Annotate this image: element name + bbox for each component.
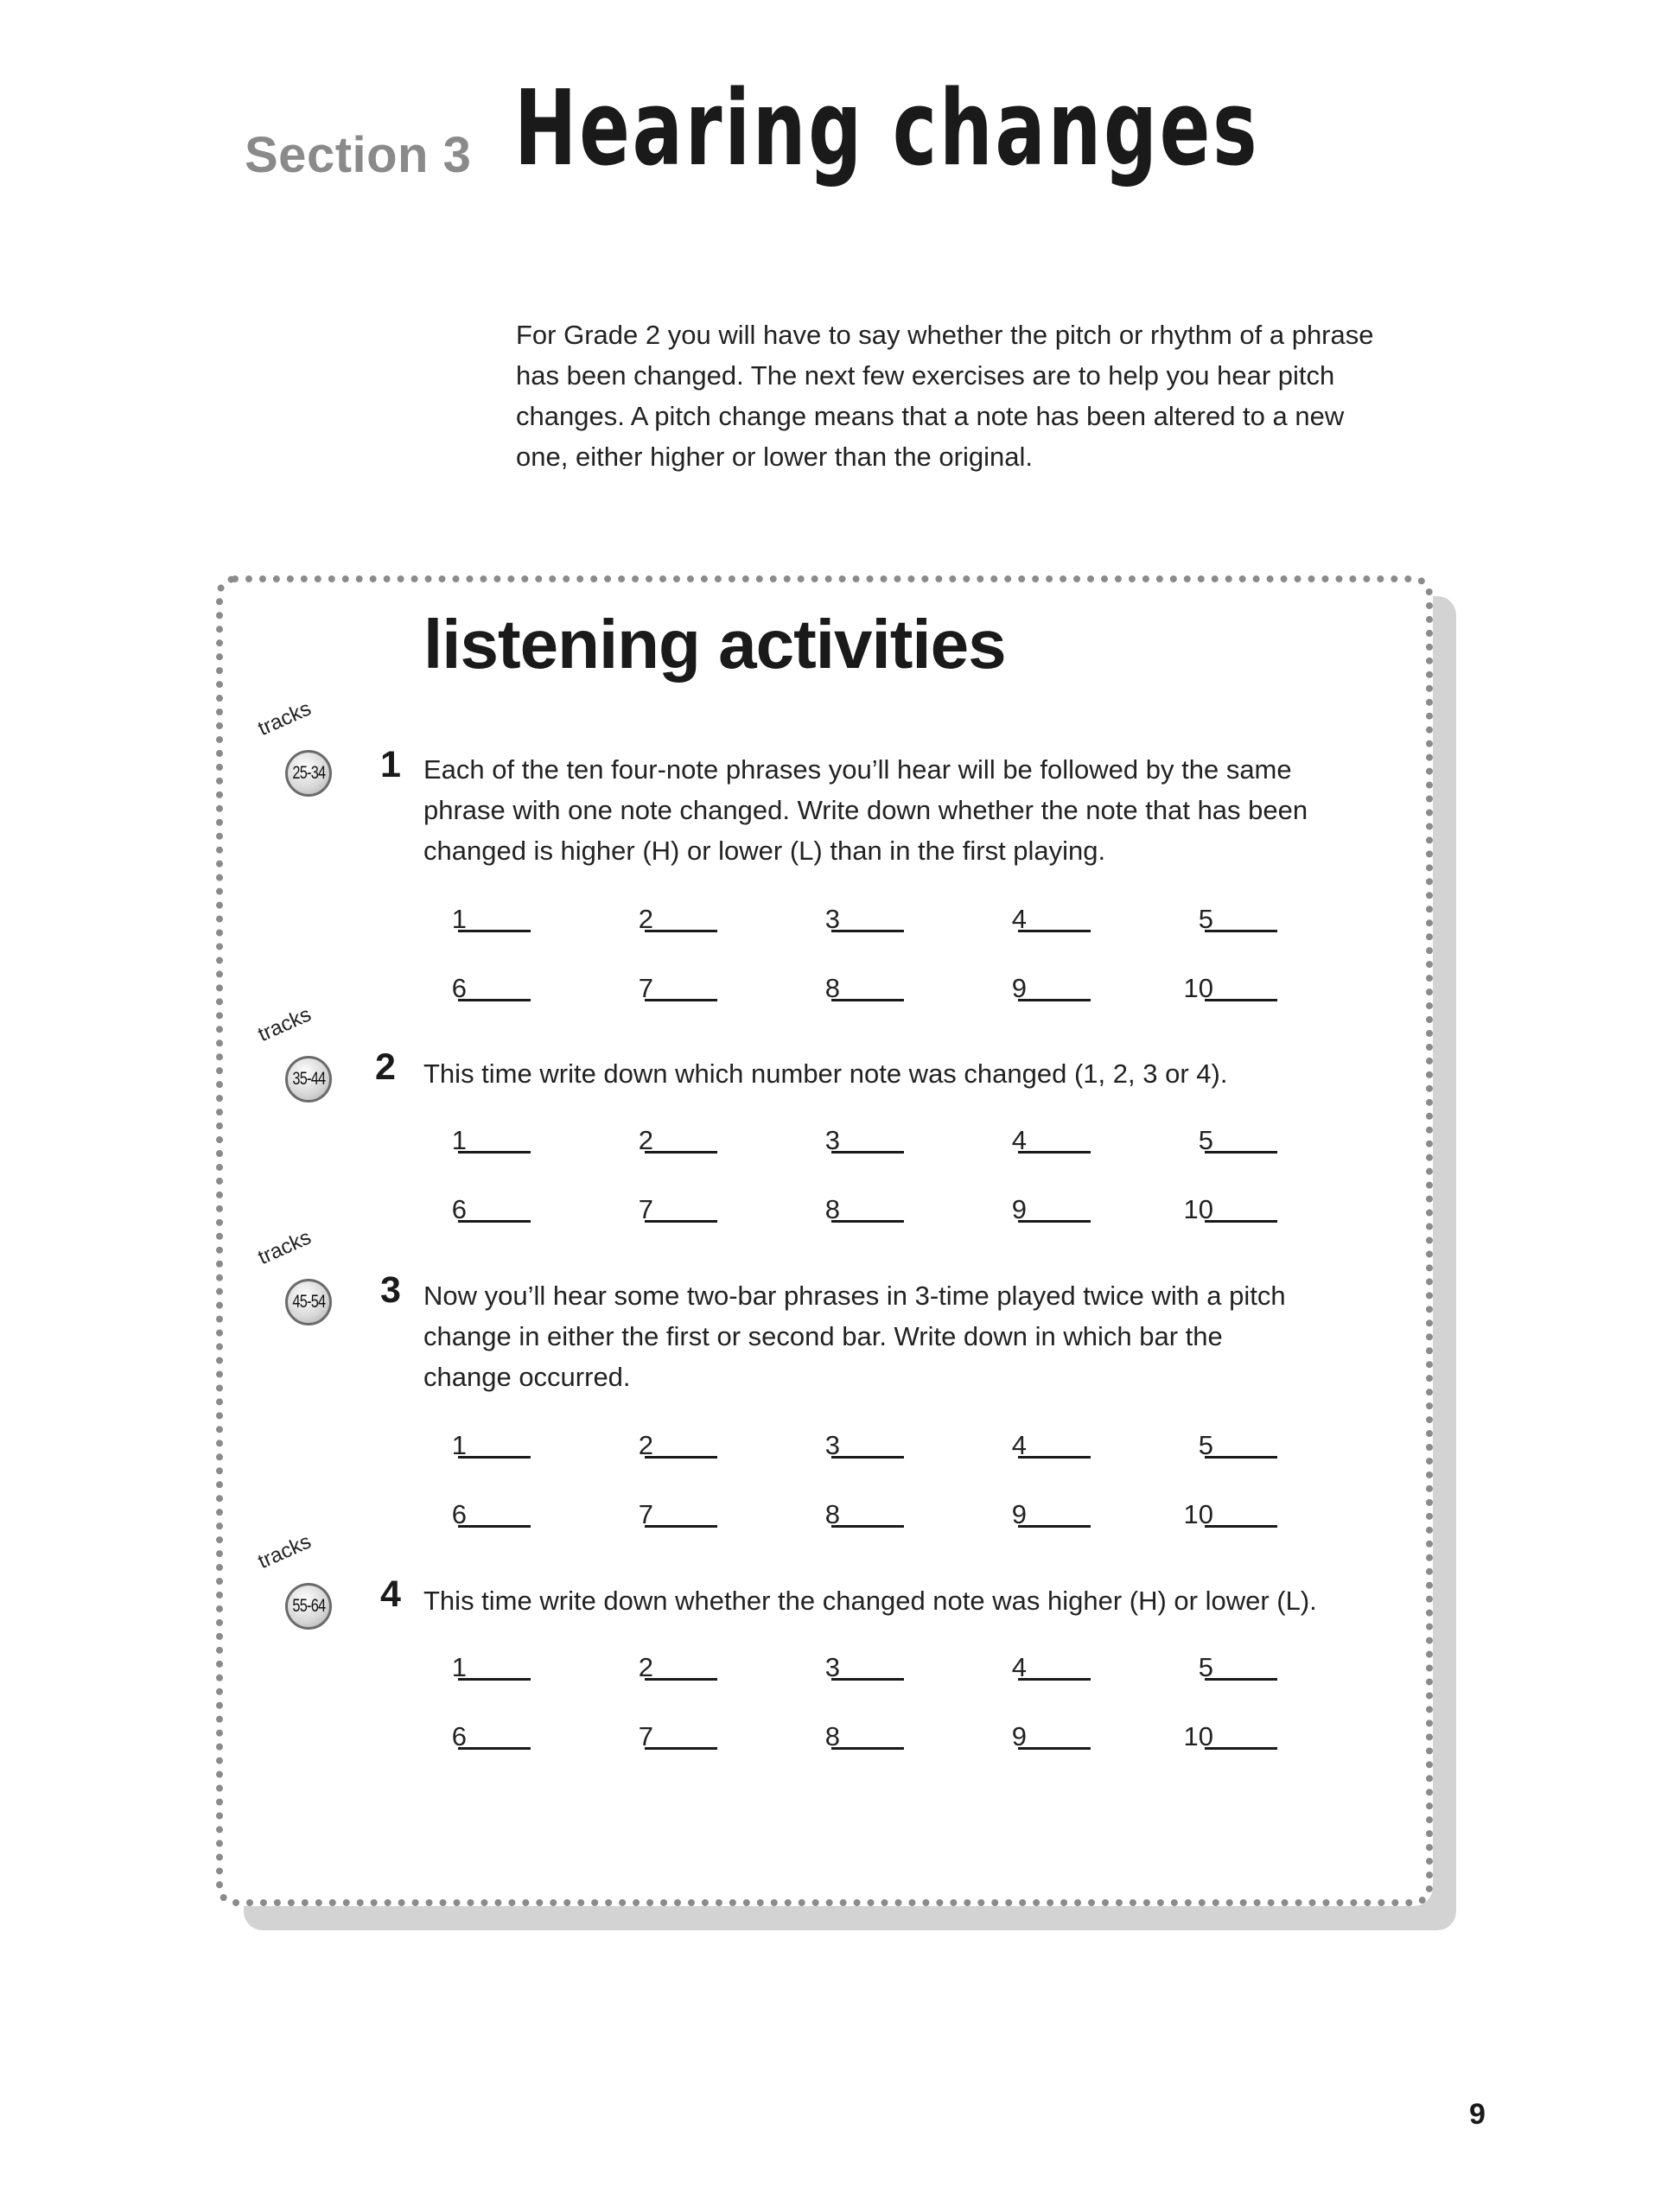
exercise-instructions	[423, 749, 1365, 871]
answer-blank[interactable]	[1205, 930, 1277, 932]
answer-number: 7	[638, 1499, 653, 1529]
answer-blank[interactable]	[831, 1747, 904, 1750]
section-label: Section 3	[245, 127, 472, 183]
cd-track-badge	[254, 696, 344, 805]
answer-row	[423, 904, 1374, 938]
cd-icon	[285, 1056, 332, 1103]
track-range: 55-64	[291, 1596, 326, 1616]
answer-number: 1	[451, 1125, 467, 1155]
tracks-label: tracks	[254, 1529, 315, 1574]
answer-item[interactable]	[797, 1125, 970, 1160]
answer-blank[interactable]	[1018, 1525, 1091, 1528]
answer-number: 9	[1011, 1194, 1027, 1224]
answer-number: 10	[1183, 1194, 1213, 1224]
exercise-number: 2	[375, 1046, 396, 1088]
answer-number: 8	[824, 1721, 840, 1751]
answer-blank[interactable]	[458, 1151, 531, 1154]
answer-item[interactable]	[610, 1652, 783, 1687]
answer-item[interactable]	[1170, 973, 1343, 1007]
answer-item[interactable]	[1170, 1430, 1343, 1465]
answer-item[interactable]	[423, 973, 596, 1007]
answer-item[interactable]	[1170, 1125, 1343, 1160]
tracks-label: tracks	[254, 1002, 315, 1047]
answer-number: 3	[824, 1652, 840, 1682]
instruction-line: This time write down whether the changed note was higher (H) or lower (L).	[423, 1586, 1317, 1616]
answer-blank[interactable]	[458, 999, 531, 1001]
answer-blank[interactable]	[1205, 1220, 1277, 1223]
answer-item[interactable]	[797, 1652, 970, 1687]
tracks-label: tracks	[254, 696, 315, 741]
instruction-line: change occurred.	[423, 1362, 631, 1392]
answer-blank[interactable]	[831, 1525, 904, 1528]
cd-track-badge	[254, 1225, 344, 1334]
answer-number: 2	[638, 904, 653, 934]
answer-item[interactable]	[610, 1125, 783, 1160]
answer-item[interactable]	[797, 904, 970, 938]
answer-item[interactable]	[610, 904, 783, 938]
answer-blank[interactable]	[1205, 1456, 1277, 1459]
answer-item[interactable]	[1170, 1499, 1343, 1534]
answer-number: 9	[1011, 1499, 1027, 1529]
answer-item[interactable]	[983, 1125, 1156, 1160]
page-number: 9	[1469, 2098, 1486, 2131]
answer-item[interactable]	[610, 1194, 783, 1229]
answer-number: 5	[1198, 1430, 1213, 1460]
answer-item[interactable]	[983, 1194, 1156, 1229]
exercise-instructions	[423, 1580, 1365, 1621]
track-range: 25-34	[291, 763, 326, 783]
answer-blank[interactable]	[645, 930, 717, 932]
answer-row	[423, 1652, 1374, 1687]
answer-number: 1	[451, 1430, 467, 1460]
answer-item[interactable]	[423, 1652, 596, 1687]
page-title: Hearing changes	[514, 69, 1260, 189]
answer-item[interactable]	[983, 904, 1156, 938]
answer-item[interactable]	[1170, 1721, 1343, 1756]
answer-blank[interactable]	[831, 999, 904, 1001]
intro-line: has been changed. The next few exercises are to help you hear pitch	[516, 360, 1335, 391]
answer-item[interactable]	[1170, 1194, 1343, 1229]
answer-blank[interactable]	[645, 999, 717, 1001]
answer-blank[interactable]	[458, 930, 531, 932]
answer-item[interactable]	[983, 973, 1156, 1007]
intro-line: one, either higher or lower than the original.	[516, 442, 1033, 472]
answer-item[interactable]	[423, 1721, 596, 1756]
answer-number: 3	[824, 1430, 840, 1460]
answer-item[interactable]	[797, 1721, 970, 1756]
answer-item[interactable]	[983, 1430, 1156, 1465]
answer-blank[interactable]	[1018, 1151, 1091, 1154]
answer-number: 4	[1011, 1125, 1027, 1155]
answer-blank[interactable]	[1018, 930, 1091, 932]
answer-blank[interactable]	[458, 1456, 531, 1459]
answer-number: 4	[1011, 904, 1027, 934]
answer-blank[interactable]	[1018, 999, 1091, 1001]
answer-number: 3	[824, 1125, 840, 1155]
answer-number: 1	[451, 904, 467, 934]
answer-blank[interactable]	[1018, 1747, 1091, 1750]
exercise-number: 4	[380, 1573, 401, 1615]
cd-track-badge	[254, 1529, 344, 1638]
answer-blank[interactable]	[458, 1525, 531, 1528]
answer-row	[423, 1499, 1374, 1534]
cd-icon	[285, 1279, 332, 1325]
answer-blank[interactable]	[458, 1220, 531, 1223]
answer-item[interactable]	[983, 1652, 1156, 1687]
answer-number: 5	[1198, 1652, 1213, 1682]
answer-blank[interactable]	[645, 1525, 717, 1528]
exercise-number: 1	[380, 744, 401, 785]
answer-blank[interactable]	[831, 1220, 904, 1223]
answer-item[interactable]	[983, 1499, 1156, 1534]
answer-blank[interactable]	[831, 1151, 904, 1154]
answer-number: 5	[1198, 1125, 1213, 1155]
answer-number: 4	[1011, 1652, 1027, 1682]
activities-title: listening activities	[423, 606, 1006, 683]
answer-blank[interactable]	[831, 930, 904, 932]
answer-number: 10	[1183, 1499, 1213, 1529]
answer-item[interactable]	[610, 1499, 783, 1534]
instruction-line: phrase with one note changed. Write down whether the note that has been	[423, 795, 1308, 825]
answer-item[interactable]	[423, 1194, 596, 1229]
answer-item[interactable]	[797, 1194, 970, 1229]
answer-blank[interactable]	[458, 1747, 531, 1750]
instruction-line: Now you’ll hear some two-bar phrases in 3-time played twice with a pitch	[423, 1281, 1286, 1311]
answer-item[interactable]	[610, 1721, 783, 1756]
track-range: 35-44	[291, 1069, 326, 1089]
intro-line: For Grade 2 you will have to say whether the pitch or rhythm of a phrase	[516, 320, 1374, 350]
answer-blank[interactable]	[458, 1678, 531, 1681]
answer-blank[interactable]	[831, 1456, 904, 1459]
answer-number: 2	[638, 1652, 653, 1682]
answer-item[interactable]	[610, 1430, 783, 1465]
answer-number: 6	[451, 1721, 467, 1751]
answer-item[interactable]	[1170, 1652, 1343, 1687]
answer-number: 1	[451, 1652, 467, 1682]
answer-number: 6	[451, 1194, 467, 1224]
answer-row	[423, 1194, 1374, 1229]
answer-blank[interactable]	[1018, 1220, 1091, 1223]
answer-blank[interactable]	[1205, 999, 1277, 1001]
intro-line: changes. A pitch change means that a note has been altered to a new	[516, 401, 1345, 431]
answer-number: 10	[1183, 973, 1213, 1003]
instruction-line: change in either the first or second bar. Write down in which bar the	[423, 1321, 1223, 1351]
answer-blank[interactable]	[645, 1747, 717, 1750]
answer-item[interactable]	[423, 1499, 596, 1534]
answer-item[interactable]	[1170, 904, 1343, 938]
answer-item[interactable]	[797, 973, 970, 1007]
instruction-line: This time write down which number note was changed (1, 2, 3 or 4).	[423, 1058, 1228, 1089]
answer-number: 7	[638, 1721, 653, 1751]
answer-row	[423, 973, 1374, 1007]
cd-track-badge	[254, 1002, 344, 1111]
answer-item[interactable]	[797, 1499, 970, 1534]
answer-number: 8	[824, 973, 840, 1003]
answer-number: 2	[638, 1125, 653, 1155]
cd-icon	[285, 1583, 332, 1630]
exercise-instructions	[423, 1053, 1365, 1094]
answer-blank[interactable]	[1205, 1525, 1277, 1528]
answer-number: 8	[824, 1194, 840, 1224]
answer-row	[423, 1721, 1374, 1756]
instruction-line: changed is higher (H) or lower (L) than in the first playing.	[423, 836, 1106, 866]
tracks-label: tracks	[254, 1225, 315, 1270]
answer-number: 7	[638, 1194, 653, 1224]
answer-number: 9	[1011, 973, 1027, 1003]
answer-blank[interactable]	[1205, 1678, 1277, 1681]
answer-blank[interactable]	[1205, 1151, 1277, 1154]
answer-item[interactable]	[423, 904, 596, 938]
instruction-line: Each of the ten four-note phrases you’ll hear will be followed by the same	[423, 754, 1292, 785]
answer-row	[423, 1125, 1374, 1160]
answer-row	[423, 1430, 1374, 1465]
answer-blank[interactable]	[1018, 1678, 1091, 1681]
exercise-number: 3	[380, 1269, 401, 1311]
answer-blank[interactable]	[645, 1151, 717, 1154]
answer-item[interactable]	[423, 1430, 596, 1465]
answer-item[interactable]	[423, 1125, 596, 1160]
answer-number: 8	[824, 1499, 840, 1529]
track-range: 45-54	[291, 1292, 326, 1312]
answer-number: 6	[451, 973, 467, 1003]
answer-blank[interactable]	[831, 1678, 904, 1681]
answer-blank[interactable]	[645, 1220, 717, 1223]
answer-number: 6	[451, 1499, 467, 1529]
answer-item[interactable]	[797, 1430, 970, 1465]
answer-blank[interactable]	[645, 1678, 717, 1681]
answer-number: 3	[824, 904, 840, 934]
cd-icon	[285, 750, 332, 797]
answer-blank[interactable]	[1205, 1747, 1277, 1750]
exercise-instructions	[423, 1275, 1365, 1397]
answer-number: 10	[1183, 1721, 1213, 1751]
answer-number: 9	[1011, 1721, 1027, 1751]
answer-item[interactable]	[610, 973, 783, 1007]
answer-number: 2	[638, 1430, 653, 1460]
answer-number: 5	[1198, 904, 1213, 934]
intro-paragraph	[516, 315, 1432, 477]
answer-item[interactable]	[983, 1721, 1156, 1756]
answer-blank[interactable]	[1018, 1456, 1091, 1459]
answer-blank[interactable]	[645, 1456, 717, 1459]
answer-number: 7	[638, 973, 653, 1003]
answer-number: 4	[1011, 1430, 1027, 1460]
